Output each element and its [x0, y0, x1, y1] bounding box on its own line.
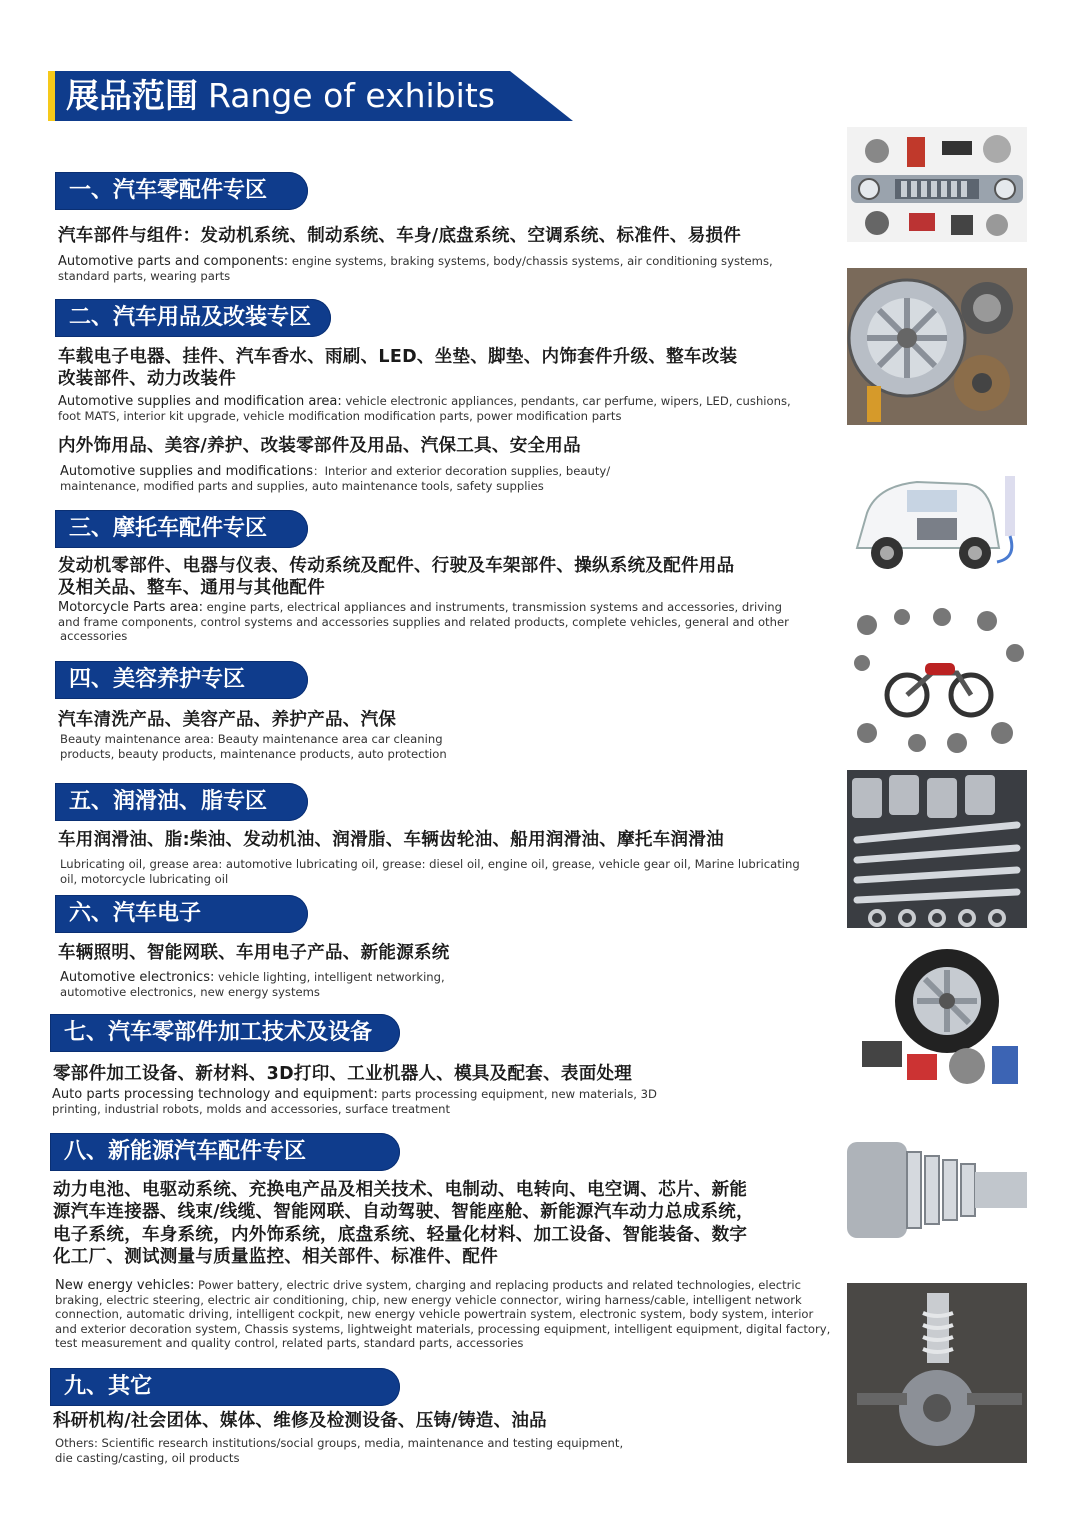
section-3-en-text-2: and frame components, control systems and accessories supplies and related products, complete vehicles, general and other [58, 615, 789, 629]
section-7-cn-text: 零部件加工设备、新材料、3D打印、工业机器人、模具及配套、表面处理 [53, 1064, 633, 1084]
section-4-heading: 四、美容养护专区 [55, 661, 308, 699]
page-title [66, 75, 495, 117]
section-3-cn-text-2: 及相关品、整车、通用与其他配件 [58, 578, 325, 598]
section-2-cn-text-1: 车载电子电器、挂件、汽车香水、雨刷、LED、坐垫、脚垫、内饰套件升级、整车改装 [58, 347, 738, 367]
section-1-en-text-1: Automotive parts and components: engine systems, braking systems, body/chassis systems, air conditioning systems, [58, 254, 773, 269]
section-4-en-text-1: Beauty maintenance area: Beauty maintenance area car cleaning [60, 732, 443, 746]
section-4-cn-text: 汽车清洗产品、美容产品、养护产品、汽保 [58, 710, 397, 730]
section-8-en-text-1: New energy vehicles: Power battery, electric drive system, charging and replacing products and related technologies, electric [55, 1278, 801, 1293]
section-2-en-text-3: Automotive supplies and modifications：Interior and exterior decoration supplies, beauty/ [60, 464, 611, 479]
section-1-heading: 一、汽车零配件专区 [55, 172, 308, 210]
motorcycle-parts-image [847, 603, 1027, 761]
section-6-en-text-2: automotive electronics, new energy systems [60, 985, 320, 999]
section-9-heading: 九、其它 [50, 1368, 400, 1406]
section-1-cn-text: 汽车部件与组件：发动机系统、制动系统、车身/底盘系统、空调系统、标准件、易损件 [58, 226, 742, 246]
pistons-and-shafts-image [847, 770, 1027, 928]
section-6-cn-text: 车辆照明、智能网联、车用电子产品、新能源系统 [58, 943, 450, 963]
section-4-en-text-2: products, beauty products, maintenance products, auto protection [60, 747, 447, 761]
suspension-assembly-image [847, 1283, 1027, 1463]
section-7-en-text-1: Auto parts processing technology and equipment: parts processing equipment, new materials, 3D [52, 1087, 657, 1102]
rims-and-parts-image [847, 268, 1027, 425]
section-6-en-text-1: Automotive electronics: vehicle lighting, intelligent networking, [60, 970, 445, 985]
section-3-heading: 三、摩托车配件专区 [55, 510, 308, 548]
section-7-heading: 七、汽车零部件加工技术及设备 [50, 1014, 400, 1052]
section-9-en-text-1: Others: Scientific research institutions/social groups, media, maintenance and testing equipment, [55, 1436, 624, 1450]
section-2-cn-text-2: 改装部件、动力改装件 [58, 369, 236, 389]
section-2-en-text-1: Automotive supplies and modification area: vehicle electronic appliances, pendants, car perfume, wipers, LED, cushions, [58, 394, 791, 409]
section-1-en-text-2: standard parts, wearing parts [58, 269, 231, 283]
auto-parts-collage-image [847, 127, 1027, 242]
section-6-heading: 六、汽车电子 [55, 895, 308, 933]
section-2-en-text-4: maintenance, modified parts and supplies, auto maintenance tools, safety supplies [60, 479, 544, 493]
section-8-cn-text-1: 动力电池、电驱动系统、充换电产品及相关技术、电制动、电转向、电空调、芯片、新能 [53, 1180, 748, 1200]
page-title-en: Range of exhibits [208, 76, 495, 115]
section-8-en-text-5: test measurement and quality control, related parts, standard parts, accessories [55, 1336, 524, 1350]
section-9-cn-text: 科研机构/社会团体、媒体、维修及检测设备、压铸/铸造、油品 [53, 1411, 547, 1431]
section-5-heading: 五、润滑油、脂专区 [55, 783, 308, 821]
section-8-en-text-2: braking, electric steering, electric air conditioning, chip, new energy vehicle connector, wiring harness/cable, intelligent network [55, 1293, 802, 1307]
white-car-cutaway-image [847, 458, 1027, 585]
section-5-en-text-1: Lubricating oil, grease area: automotive lubricating oil, grease: diesel oil, engine oil, grease, vehicle gear oil, Marine lubricating [60, 857, 800, 871]
section-2-cn-text-3: 内外饰用品、美容/养护、改装零部件及用品、汽保工具、安全用品 [58, 436, 581, 456]
section-8-cn-text-3: 电子系统，车身系统，内外饰系统，底盘系统、轻量化材料、加工设备、智能装备、数字 [53, 1225, 748, 1245]
section-5-cn-text: 车用润滑油、脂:柴油、发动机油、润滑脂、车辆齿轮油、船用润滑油、摩托车润滑油 [58, 830, 724, 850]
section-3-cn-text-1: 发动机零部件、电器与仪表、传动系统及配件、行驶及车架部件、操纵系统及配件用品 [58, 556, 735, 576]
wheel-and-parts-image [847, 946, 1027, 1094]
section-8-en-text-4: and exterior decoration system, Chassis systems, lightweight materials, processing equipment, intelligent equipment, digital factory, [55, 1322, 831, 1336]
section-5-en-text-2: oil, motorcycle lubricating oil [60, 872, 229, 886]
section-3-en-text-1: Motorcycle Parts area: engine parts, electrical appliances and instruments, transmission systems and accessories, driving [58, 600, 782, 615]
section-9-en-text-2: die casting/casting, oil products [55, 1451, 240, 1465]
section-8-en-text-3: connection, automatic driving, intelligent cockpit, new energy vehicle powertrain system, electronic system, body system, interior [55, 1307, 814, 1321]
page-title-cn: 展品范围 [66, 76, 198, 115]
section-3-en-text-3: accessories [60, 629, 128, 643]
section-8-heading: 八、新能源汽车配件专区 [50, 1133, 400, 1171]
section-8-cn-text-4: 化工厂、测试测量与质量监控、相关部件、标准件、配件 [53, 1247, 498, 1267]
section-2-heading: 二、汽车用品及改装专区 [55, 299, 331, 337]
section-2-en-text-2: foot MATS, interior kit upgrade, vehicle modification modification parts, power modification parts [58, 409, 622, 423]
machined-shaft-image [847, 1122, 1027, 1258]
section-7-en-text-2: printing, industrial robots, molds and accessories, surface treatment [52, 1102, 450, 1116]
section-8-cn-text-2: 源汽车连接器、线束/线缆、智能网联、自动驾驶、智能座舱、新能源汽车动力总成系统， [53, 1202, 754, 1222]
header-accent-stripe [48, 71, 55, 121]
